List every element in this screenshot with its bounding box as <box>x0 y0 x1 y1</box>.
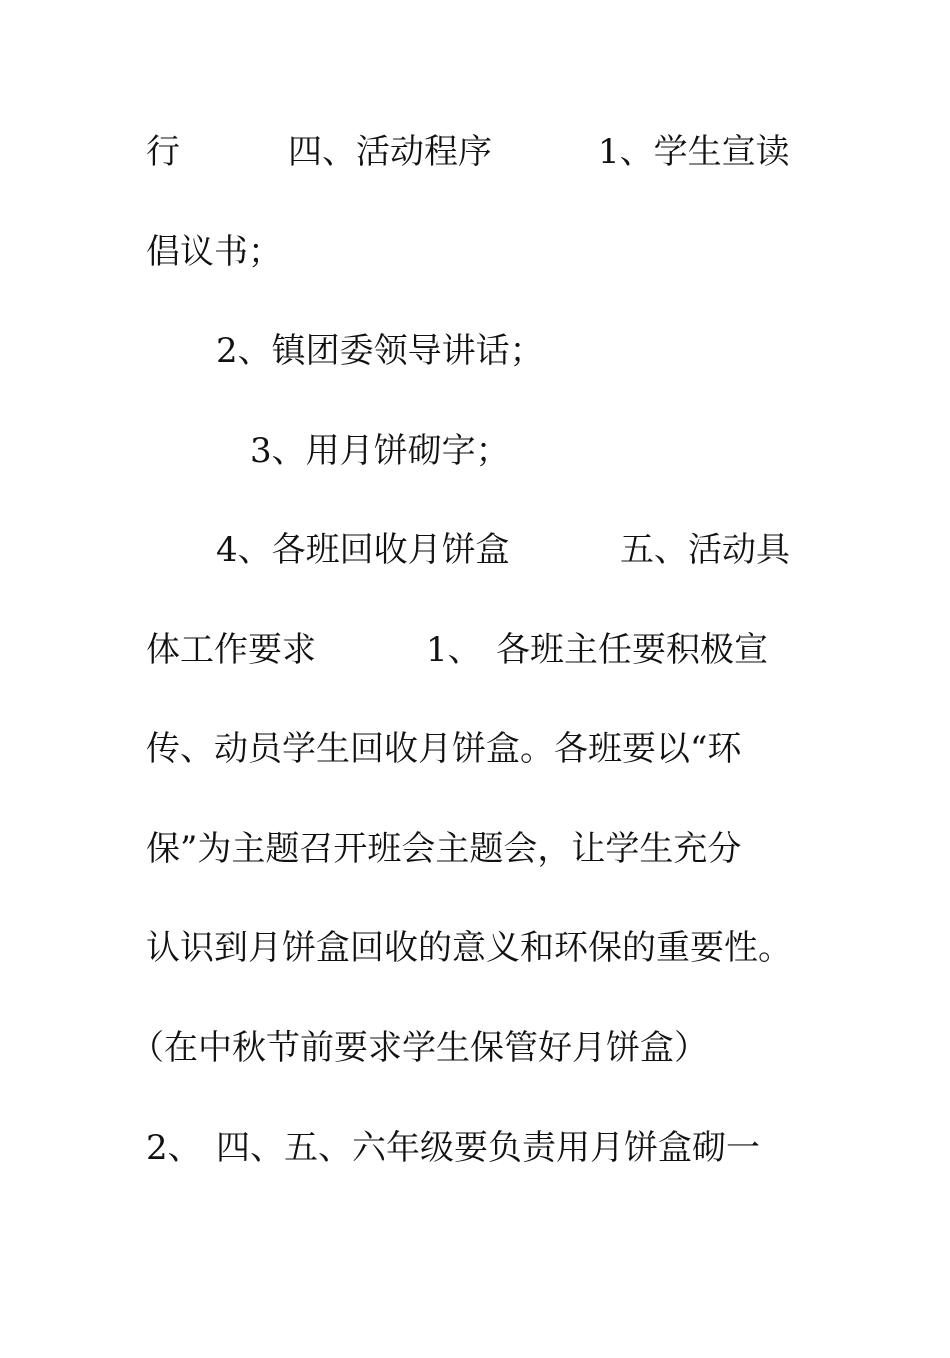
list-number: 2、 <box>146 1128 202 1168</box>
text-segment: 各班主任要积极宣 <box>496 630 768 670</box>
text-line-4 <box>0 421 950 481</box>
text-segment: 倡议书； <box>146 232 282 272</box>
text-line-6 <box>0 620 950 680</box>
text-line-1 <box>0 122 950 182</box>
text-segment: 体工作要求 <box>146 630 316 670</box>
text-segment: 保”为主题召开班会主题会，让学生充分 <box>146 829 742 869</box>
text-line-2 <box>0 222 950 282</box>
text-line-11 <box>0 1118 950 1178</box>
text-segment: 行 <box>146 132 180 172</box>
text-line-7 <box>0 719 950 779</box>
list-number: 1、 <box>426 630 482 670</box>
text-line-8 <box>0 819 950 879</box>
text-line-3 <box>0 321 950 381</box>
text-line-10 <box>0 1018 950 1078</box>
text-line-9 <box>0 918 950 978</box>
list-item: 3、用月饼砌字； <box>250 431 510 471</box>
list-item: 4、各班回收月饼盒 <box>216 530 510 570</box>
text-segment: 传、动员学生回收月饼盒。各班要以“环 <box>146 729 742 769</box>
text-segment: 认识到月饼盒回收的意义和环保的重要性。 <box>146 928 792 968</box>
section-heading-activity-procedure: 四、活动程序 <box>288 132 492 172</box>
text-segment: 1、学生宣读 <box>598 132 790 172</box>
text-segment: 四、五、六年级要负责用月饼盒砌一 <box>216 1128 760 1168</box>
text-line-5 <box>0 520 950 580</box>
text-segment: （在中秋节前要求学生保管好月饼盒） <box>130 1028 708 1068</box>
list-item: 2、镇团委领导讲话； <box>216 331 544 371</box>
section-heading-work-requirements: 五、活动具 <box>620 530 790 570</box>
